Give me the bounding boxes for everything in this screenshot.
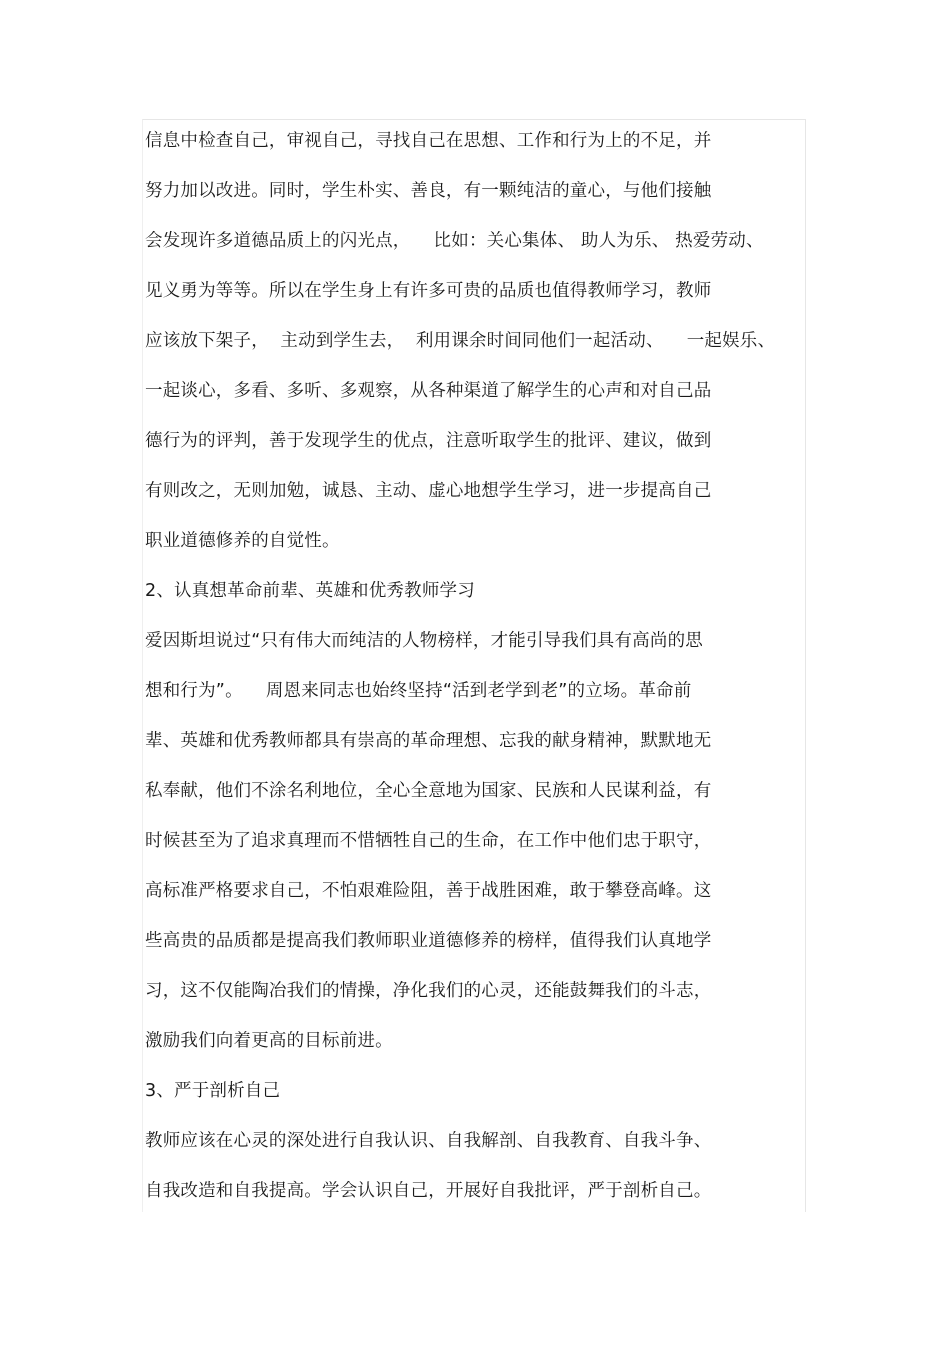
section-heading: 2、认真想革命前辈、英雄和优秀教师学习	[145, 581, 475, 601]
text-line: 职业道德修养的自觉性。	[145, 531, 340, 551]
text-line: 高标准严格要求自己，不怕艰难险阻，善于战胜困难，敢于攀登高峰。这	[145, 881, 712, 901]
text-line: 自我改造和自我提高。学会认识自己，开展好自我批评，严于剖析自己。	[145, 1181, 712, 1201]
text-line: 习，这不仅能陶冶我们的情操，净化我们的心灵，还能鼓舞我们的斗志，	[145, 981, 712, 1001]
text-line: 信息中检查自己，审视自己，寻找自己在思想、工作和行为上的不足，并	[145, 131, 712, 151]
text-line: 辈、英雄和优秀教师都具有崇高的革命理想、忘我的献身精神，默默地无	[145, 731, 712, 751]
document-body	[145, 125, 805, 1225]
text-line: 私奉献，他们不涂名利地位，全心全意地为国家、民族和人民谋利益，有	[145, 781, 712, 801]
text-line: 激励我们向着更高的目标前进。	[145, 1031, 393, 1051]
text-line: 时候甚至为了追求真理而不惜牺牲自己的生命，在工作中他们忠于职守，	[145, 831, 712, 851]
text-line: 德行为的评判，善于发现学生的优点，注意听取学生的批评、建议，做到	[145, 431, 712, 451]
text-line: 会发现许多道德品质上的闪光点， 比如：关心集体、 助人为乐、 热爱劳动、	[145, 231, 764, 251]
text-line: 想和行为”。 周恩来同志也始终坚持“活到老学到老”的立场。革命前	[145, 681, 692, 701]
text-line: 有则改之，无则加勉，诚恳、主动、虚心地想学生学习，进一步提高自己	[145, 481, 712, 501]
text-line: 一起谈心，多看、多听、多观察，从各种渠道了解学生的心声和对自己品	[145, 381, 712, 401]
text-line: 见义勇为等等。所以在学生身上有许多可贵的品质也值得教师学习，教师	[145, 281, 712, 301]
text-line: 教师应该在心灵的深处进行自我认识、自我解剖、自我教育、自我斗争、	[145, 1131, 712, 1151]
text-line: 些高贵的品质都是提高我们教师职业道德修养的榜样，值得我们认真地学	[145, 931, 712, 951]
text-line: 努力加以改进。同时，学生朴实、善良，有一颗纯洁的童心，与他们接触	[145, 181, 712, 201]
section-heading: 3、严于剖析自己	[145, 1081, 281, 1101]
text-line: 应该放下架子， 主动到学生去， 利用课余时间同他们一起活动、 一起娱乐、	[145, 331, 776, 351]
text-line: 爱因斯坦说过“只有伟大而纯洁的人物榜样，才能引导我们具有高尚的思	[145, 631, 703, 651]
